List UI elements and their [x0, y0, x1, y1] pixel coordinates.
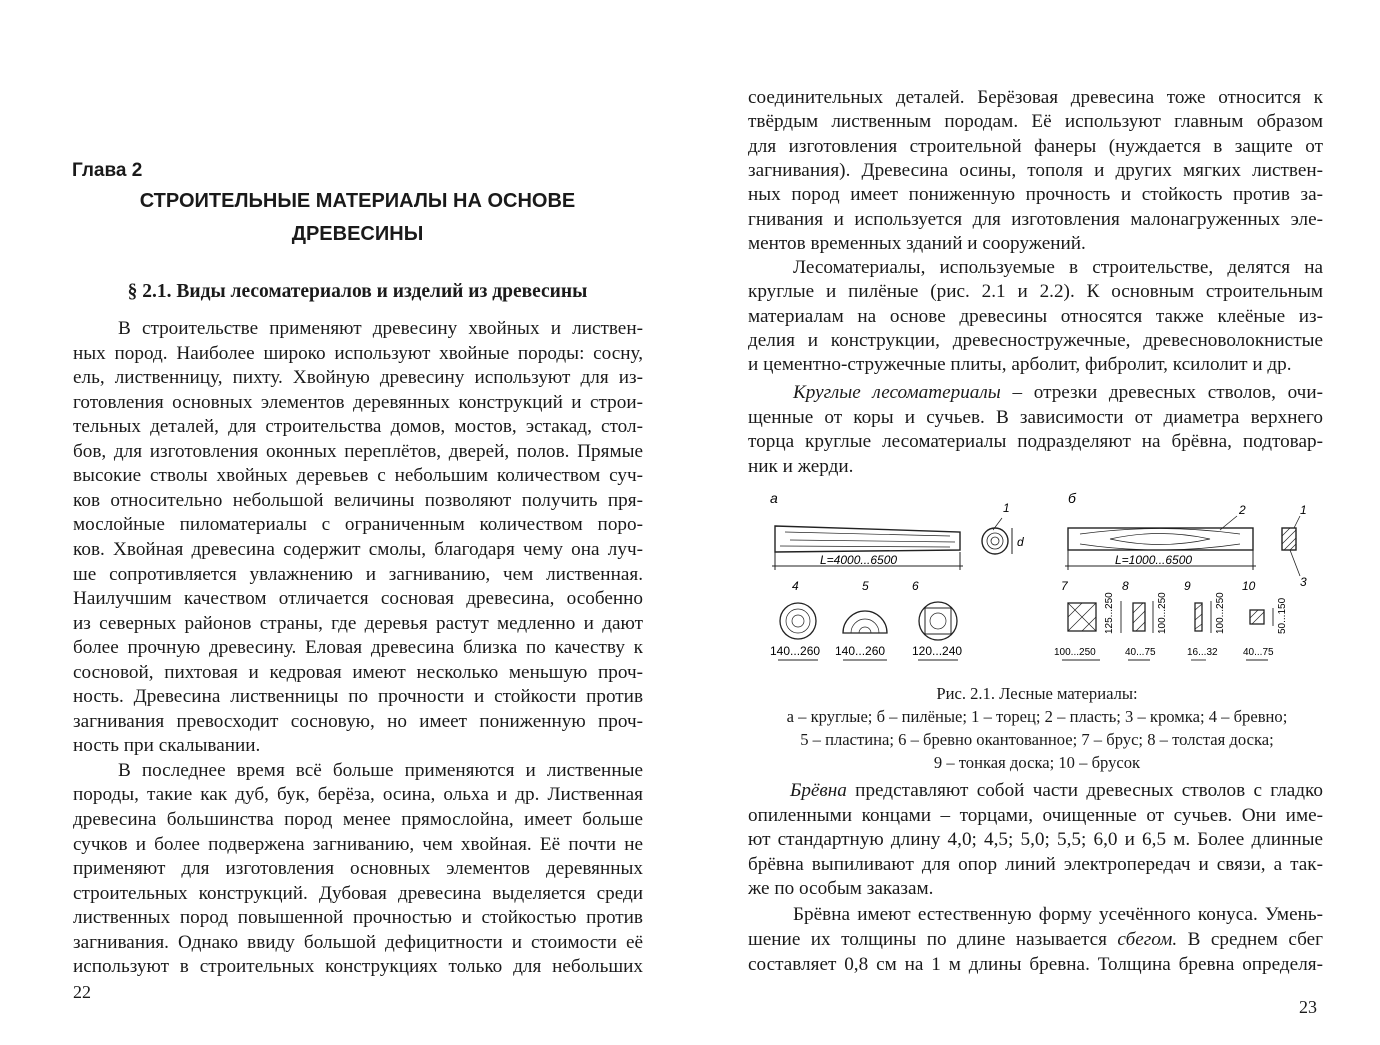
num-8: 8 [1122, 579, 1129, 593]
text-line: более прочную древесину. Еловая древесина близка по качеству к [73, 637, 643, 659]
dim-log: 140...260 [770, 644, 821, 658]
text-line: мослойные пиломатериалы с ограниченным количеством поро- [73, 514, 643, 536]
text-line: и цементно-стружечные плиты, арболит, фибролит, ксилолит и др. [748, 354, 1292, 376]
paragraph-taper-line1: Брёвна имеют естественную форму усечённого конуса. Умень- [793, 904, 1323, 925]
dim-thin-board-w: 16...32 [1187, 647, 1218, 658]
dim-half-log: 140...260 [835, 644, 886, 658]
text-line: сосновой, пихтовая и кедровая имеют несколько меньшую проч- [73, 661, 643, 683]
d-label: d [1017, 535, 1024, 549]
paragraph-round-timber [793, 381, 1323, 405]
text-line: Лесоматериалы, используемые в строительстве, делятся на [793, 257, 1323, 279]
dim-bar-w: 40...75 [1243, 647, 1274, 658]
text-line: ментов временных зданий и сооружений. [748, 232, 1086, 254]
dim-beam-w: 100...250 [1054, 647, 1096, 658]
figure-label-a: а [770, 490, 778, 506]
text-line: ше сопротивляется увлажнению и загниванию, чем лиственная. [73, 563, 643, 585]
text-line: твёрдым лиственным породам. Её используют главным образом [748, 111, 1323, 133]
text-line: древесина большинства пород менее прямослойна, имеет больше [73, 809, 643, 830]
chapter-title-line1: СТРОИТЕЛЬНЫЕ МАТЕРИАЛЫ НА ОСНОВЕ [139, 190, 576, 212]
text-line: ков. Хвойная древесина содержит смолы, благодаря чему она луч- [73, 538, 643, 560]
paragraph-logs [790, 779, 1323, 803]
text-line: готовления основных элементов деревянных конструкций и строи- [73, 391, 643, 413]
text-line: ных пород имеет пониженную прочность и стойкость против за- [748, 184, 1323, 206]
figure-caption-line3: 9 – тонкая доска; 10 – брусок [933, 753, 1141, 772]
length-label-b: L=1000...6500 [1115, 553, 1193, 567]
text-line: В строительстве применяют древесину хвойных и листвен- [118, 318, 643, 339]
text-line: лиственных пород повышенной прочностью и стойкостью против [73, 907, 643, 929]
text-line: бов, для изготовления оконных переплётов, дверей, полов. Прямые [73, 440, 643, 462]
text-line: брёвна выпиливают для опор линий электропередач и связи, а так- [748, 853, 1323, 875]
text-line: породы, такие как дуб, бук, берёза, осина, ольха и др. Лиственная [73, 784, 643, 806]
section-heading: § 2.1. Виды лесоматериалов и изделий из древесины [127, 281, 588, 302]
dim-thin-board-h: 100...250 [1215, 592, 1226, 634]
text-line: используют в строительных конструкциях только для небольших [73, 956, 643, 978]
text-line: ель, лиственницу, пихту. Хвойную древесину используют для из- [73, 367, 643, 389]
text-line: высокие стволы хвойных деревьев с небольшим количеством суч- [73, 465, 643, 487]
num-4: 4 [792, 579, 799, 593]
text-line: ность. Древесина лиственницы по прочности и стойкости против [73, 686, 643, 708]
dim-squared-log: 120...240 [912, 644, 963, 658]
paragraph-text: В среднем сбег [1177, 929, 1323, 950]
figure-2-1 [750, 488, 1340, 680]
text-line: применяют для изготовления основных элементов деревянных [73, 858, 643, 880]
dim-beam-h: 125...250 [1104, 592, 1115, 634]
text-line: строительных конструкций. Дубовая древесина выделяется среди [73, 882, 643, 904]
text-line: загнивания. Однако ввиду большой дефицитности и стоимости её [73, 931, 643, 953]
text-line: гнивания и используется для изготовления малонагруженных эле- [748, 208, 1323, 230]
num-9: 9 [1184, 579, 1191, 593]
page-number-left: 22 [73, 982, 91, 1002]
paragraph-text: – отрезки древесных стволов, очи- [1000, 382, 1323, 403]
text-line: сучков и более подвержена загниванию, чем хвойная. Её почти не [73, 833, 643, 855]
paragraph-taper-line3: составляет 0,8 см на 1 м длины бревна. Толщина бревна определя- [748, 954, 1323, 975]
paragraph-text: шение их толщины по длине называется [748, 929, 1118, 950]
text-line: ник и жерди. [748, 455, 854, 477]
right-page [690, 0, 1380, 1045]
text-line: соединительных деталей. Берёзовая древесина тоже относится к [748, 87, 1323, 108]
dim-thick-board-w: 40...75 [1125, 647, 1156, 658]
chapter-label: Глава 2 [72, 160, 143, 181]
paragraph-taper-line2 [748, 928, 1323, 952]
text-line: загнивания превосходит сосновую, но имеет пониженную проч- [73, 710, 643, 732]
num-1a: 1 [1003, 501, 1010, 515]
num-2: 2 [1239, 503, 1246, 517]
text-line: из северных районов страны, где деревья растут медленно и дают [73, 612, 643, 634]
figure-caption-line1: а – круглые; б – пилёные; 1 – торец; 2 – пласть; 3 – кромка; 4 – бревно; [786, 707, 1288, 726]
term-logs: Брёвна [790, 780, 847, 801]
text-line: тельных деталей, для строительства домов, мостов, эстакад, стол- [73, 416, 643, 438]
text-line: делия и конструкции, древесностружечные, древесноволокнистые [748, 330, 1323, 351]
chapter-title-line2: ДРЕВЕСИНЫ [291, 223, 424, 245]
text-line: Наилучшим качеством отличается сосновая древесина, особенно [73, 588, 643, 610]
num-10: 10 [1242, 579, 1256, 593]
text-line: ют стандартную длину 4,0; 4,5; 5,0; 5,5; 6,0 и 6,5 м. Более длинные [748, 829, 1323, 851]
dim-thick-board-h: 100...250 [1157, 592, 1168, 634]
term-taper: сбегом. [1117, 929, 1178, 950]
num-6: 6 [912, 579, 919, 593]
num-7: 7 [1061, 579, 1068, 593]
num-1b: 1 [1300, 503, 1307, 517]
figure-caption-title: Рис. 2.1. Лесные материалы: [936, 684, 1138, 703]
figure-label-b: б [1068, 490, 1076, 506]
figure-caption-line2: 5 – пластина; 6 – бревно окантованное; 7 – брус; 8 – толстая доска; [800, 730, 1274, 749]
text-line: В последнее время всё больше применяются и лиственные [118, 759, 643, 781]
text-line: опиленными концами – торцами, очищенные от сучьев. Они име- [748, 805, 1323, 826]
dim-bar-h: 50...150 [1277, 597, 1288, 634]
text-line: круглые и пилёные (рис. 2.1 и 2.2). К основным строительным [748, 281, 1323, 303]
paragraph-text: представляют собой части древесных стволов с гладко [846, 780, 1323, 801]
term-round-timber: Круглые лесоматериалы [793, 382, 1001, 403]
length-label-a: L=4000...6500 [820, 553, 898, 567]
text-line: для изготовления строительной фанеры (нуждается в защите от [748, 135, 1323, 157]
num-3: 3 [1300, 575, 1307, 589]
sawn-board-drawing [1065, 516, 1300, 576]
page-number-right: 23 [1299, 997, 1317, 1017]
text-line: материалам на основе древесины относятся также клеёные из- [748, 305, 1323, 327]
text-line: ность при скалывании. [73, 735, 261, 757]
text-line: щенные от коры и сучьев. В зависимости от диаметра верхнего [748, 407, 1323, 428]
text-line: же по особым заказам. [748, 877, 934, 899]
text-line: ных пород. Наиболее широко используют хвойные породы: сосну, [73, 342, 643, 364]
text-line: ков относительно небольшой величины позволяют получить пря- [73, 489, 643, 511]
text-line: загнивания). Древесина осины, тополя и других мягких листвен- [748, 159, 1323, 181]
text-line: торца круглые лесоматериалы подразделяют на брёвна, подтовар- [748, 431, 1323, 453]
num-5: 5 [862, 579, 869, 593]
